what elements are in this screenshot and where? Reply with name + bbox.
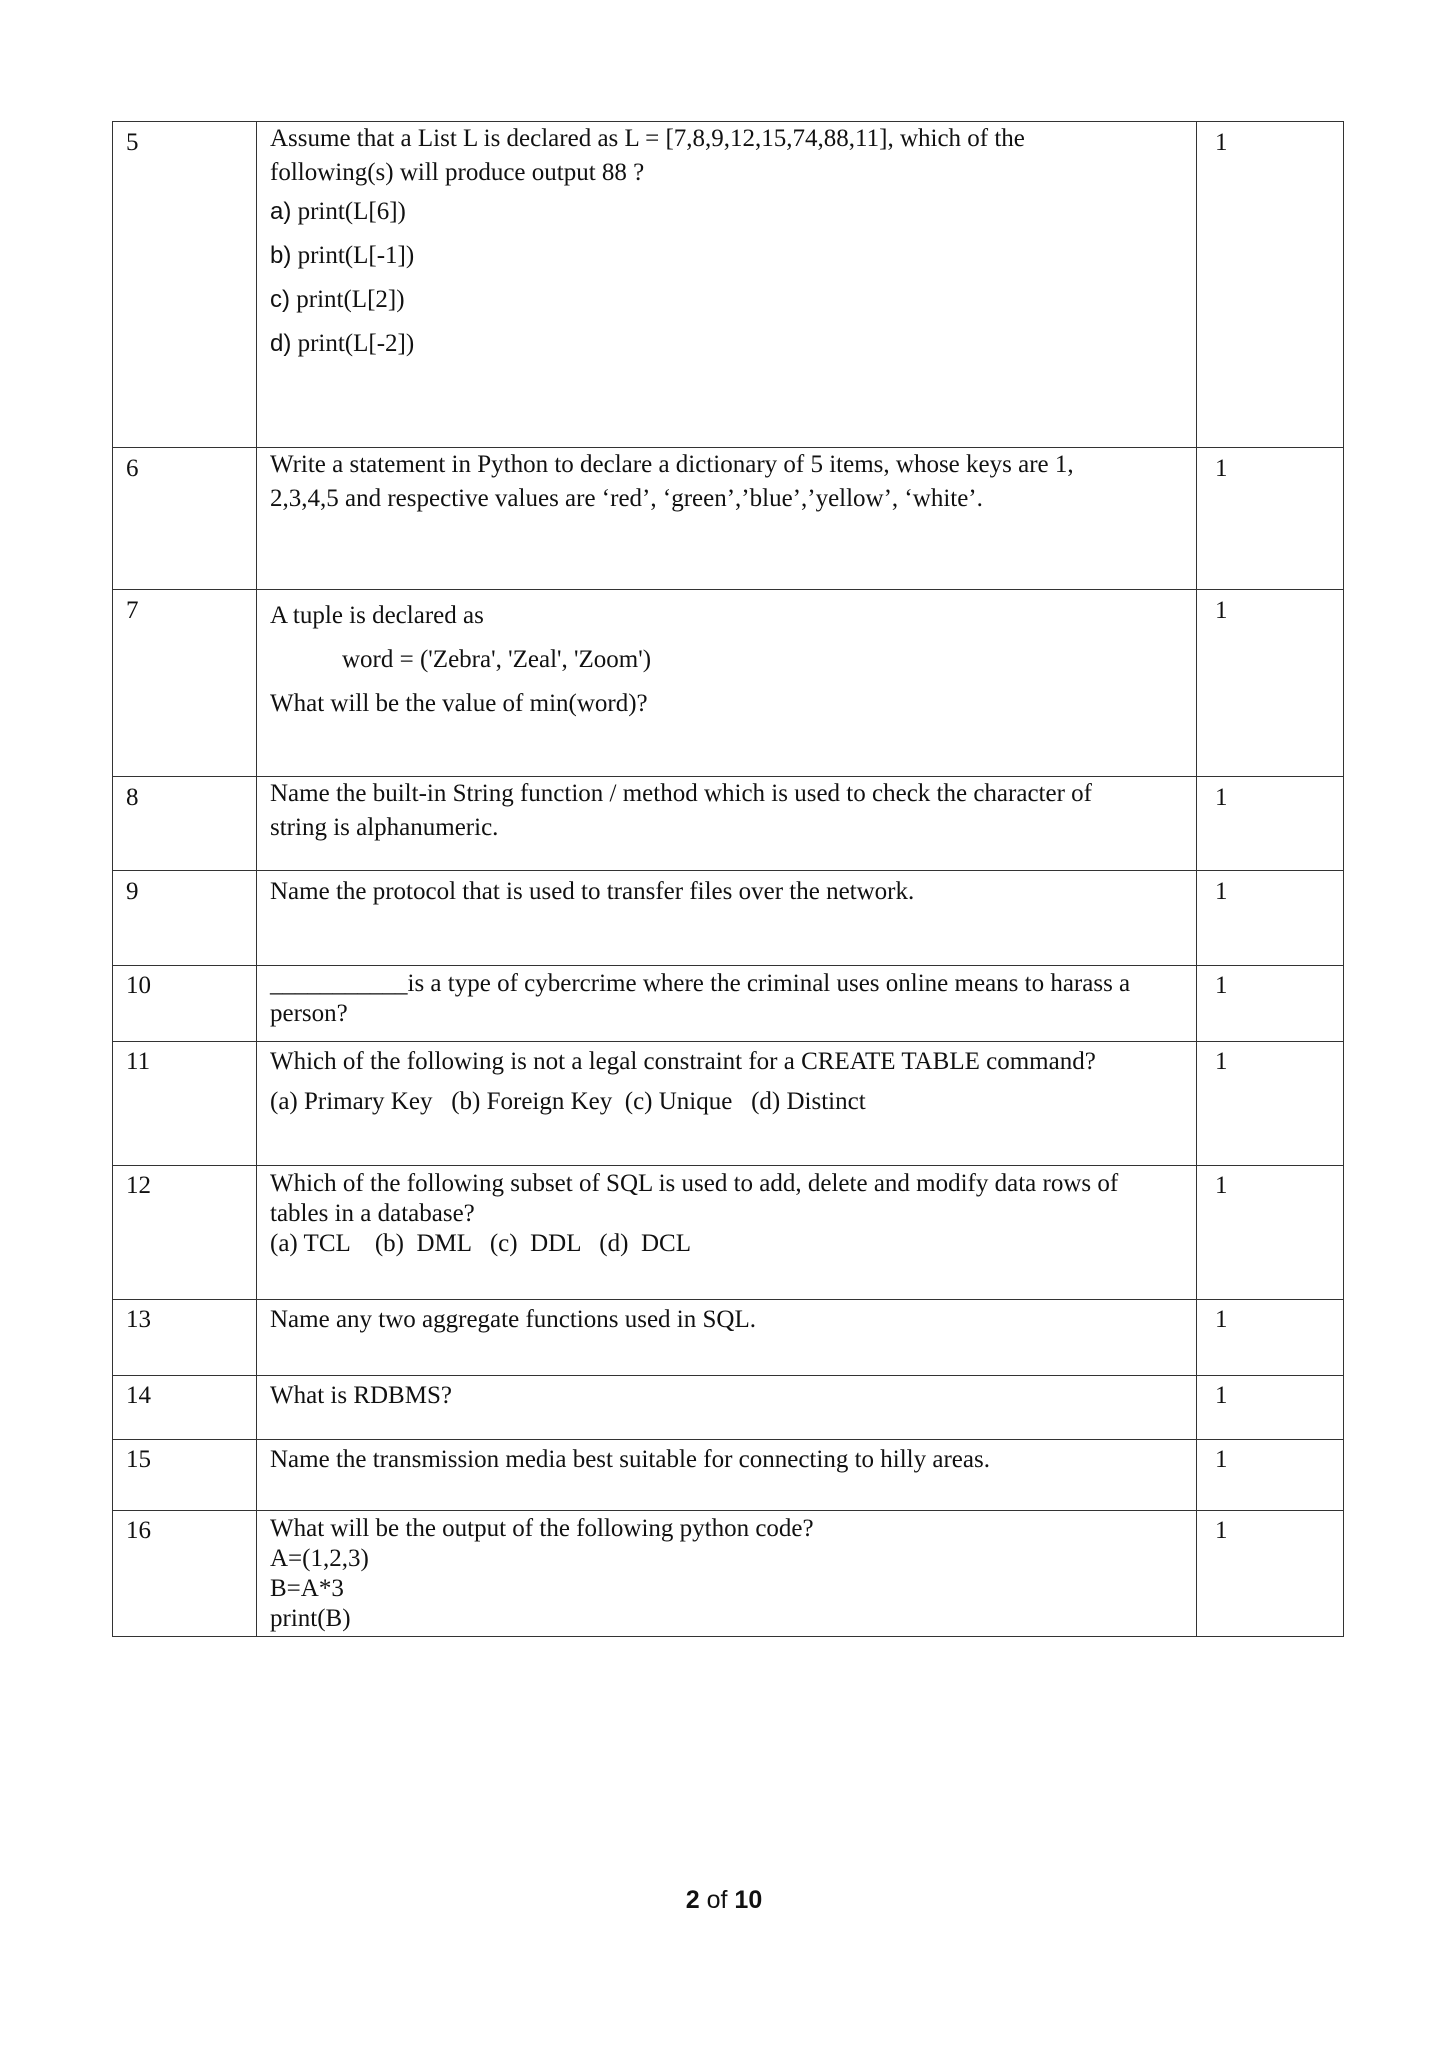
question-line: Name the built-in String function / method which is used to check the character of bbox=[270, 780, 1092, 807]
question-number: 6 bbox=[113, 448, 257, 590]
question-text bbox=[257, 1300, 1197, 1376]
question-number: 13 bbox=[113, 1300, 257, 1376]
question-row bbox=[113, 590, 1344, 777]
option-text: print(L[-2]) bbox=[291, 330, 415, 357]
option-label: a) bbox=[270, 198, 292, 225]
question-text bbox=[257, 1440, 1197, 1511]
question-marks: 1 bbox=[1197, 1166, 1344, 1300]
question-line: string is alphanumeric. bbox=[270, 814, 499, 841]
question-marks: 1 bbox=[1197, 1440, 1344, 1511]
page-number-footer bbox=[0, 1886, 1448, 1915]
current-page: 2 bbox=[685, 1886, 700, 1914]
option-label: d) bbox=[270, 330, 292, 357]
option-text: print(L[6]) bbox=[291, 198, 406, 225]
question-number: 11 bbox=[113, 1042, 257, 1166]
question-line: Assume that a List L is declared as L = [7,8,9,12,15,74,88,11], which of the bbox=[270, 125, 1025, 152]
question-row bbox=[113, 871, 1344, 966]
question-number: 15 bbox=[113, 1440, 257, 1511]
code-line: A=(1,2,3) bbox=[270, 1545, 369, 1572]
question-text bbox=[257, 871, 1197, 966]
option-d bbox=[270, 322, 1184, 366]
question-line: person? bbox=[270, 1000, 348, 1027]
question-text bbox=[257, 1042, 1197, 1166]
question-text bbox=[257, 777, 1197, 871]
question-marks: 1 bbox=[1197, 590, 1344, 777]
question-line: What will be the output of the following python code? bbox=[270, 1515, 814, 1542]
question-text bbox=[257, 122, 1197, 448]
question-row bbox=[113, 1300, 1344, 1376]
question-row bbox=[113, 122, 1344, 448]
page-of-label: of bbox=[706, 1886, 728, 1914]
question-row bbox=[113, 1440, 1344, 1511]
question-marks: 1 bbox=[1197, 122, 1344, 448]
question-row bbox=[113, 1511, 1344, 1637]
question-text bbox=[257, 1166, 1197, 1300]
question-line: Which of the following is not a legal constraint for a CREATE TABLE command? bbox=[270, 1048, 1096, 1075]
question-row bbox=[113, 448, 1344, 590]
question-number: 16 bbox=[113, 1511, 257, 1637]
question-number: 9 bbox=[113, 871, 257, 966]
option-c bbox=[270, 278, 1184, 322]
option-label: b) bbox=[270, 242, 292, 269]
question-row bbox=[113, 1376, 1344, 1440]
question-line: Name the protocol that is used to transfer files over the network. bbox=[270, 878, 915, 905]
question-row bbox=[113, 777, 1344, 871]
code-line: B=A*3 bbox=[270, 1575, 344, 1602]
question-line: following(s) will produce output 88 ? bbox=[270, 159, 645, 186]
question-line: What is RDBMS? bbox=[270, 1382, 452, 1409]
question-number: 7 bbox=[113, 590, 257, 777]
question-line: What will be the value of min(word)? bbox=[270, 690, 648, 717]
code-line: word = ('Zebra', 'Zeal', 'Zoom') bbox=[342, 646, 652, 673]
question-marks: 1 bbox=[1197, 777, 1344, 871]
question-number: 8 bbox=[113, 777, 257, 871]
option-text: print(L[-1]) bbox=[291, 242, 415, 269]
question-line: A tuple is declared as bbox=[270, 602, 484, 629]
questions-table bbox=[112, 121, 1344, 1637]
question-line: ___________is a type of cybercrime where the criminal uses online means to harass a bbox=[270, 970, 1131, 997]
question-line: Name any two aggregate functions used in SQL. bbox=[270, 1306, 756, 1333]
question-row bbox=[113, 1042, 1344, 1166]
question-number: 5 bbox=[113, 122, 257, 448]
question-options: (a) Primary Key (b) Foreign Key (c) Unique (d) Distinct bbox=[270, 1088, 866, 1115]
question-number: 12 bbox=[113, 1166, 257, 1300]
option-text: print(L[2]) bbox=[290, 286, 405, 313]
option-label: c) bbox=[270, 286, 290, 313]
question-text bbox=[257, 590, 1197, 777]
option-b bbox=[270, 234, 1184, 278]
question-row bbox=[113, 966, 1344, 1042]
question-marks: 1 bbox=[1197, 966, 1344, 1042]
question-line: Write a statement in Python to declare a dictionary of 5 items, whose keys are 1, bbox=[270, 451, 1074, 478]
question-text bbox=[257, 966, 1197, 1042]
question-options: (a) TCL (b) DML (c) DDL (d) DCL bbox=[270, 1230, 691, 1257]
total-pages: 10 bbox=[734, 1886, 763, 1914]
option-a bbox=[270, 190, 1184, 234]
question-marks: 1 bbox=[1197, 1300, 1344, 1376]
code-line: print(B) bbox=[270, 1605, 351, 1632]
question-marks: 1 bbox=[1197, 1042, 1344, 1166]
question-line: Name the transmission media best suitable for connecting to hilly areas. bbox=[270, 1446, 990, 1473]
question-line: 2,3,4,5 and respective values are ‘red’, ‘green’,’blue’,’yellow’, ‘white’. bbox=[270, 485, 983, 512]
question-text bbox=[257, 1511, 1197, 1637]
question-marks: 1 bbox=[1197, 1376, 1344, 1440]
question-marks: 1 bbox=[1197, 448, 1344, 590]
question-number: 14 bbox=[113, 1376, 257, 1440]
question-text bbox=[257, 1376, 1197, 1440]
question-line: tables in a database? bbox=[270, 1200, 475, 1227]
question-row bbox=[113, 1166, 1344, 1300]
question-number: 10 bbox=[113, 966, 257, 1042]
question-marks: 1 bbox=[1197, 1511, 1344, 1637]
question-line: Which of the following subset of SQL is used to add, delete and modify data rows of bbox=[270, 1170, 1119, 1197]
question-marks: 1 bbox=[1197, 871, 1344, 966]
question-text bbox=[257, 448, 1197, 590]
